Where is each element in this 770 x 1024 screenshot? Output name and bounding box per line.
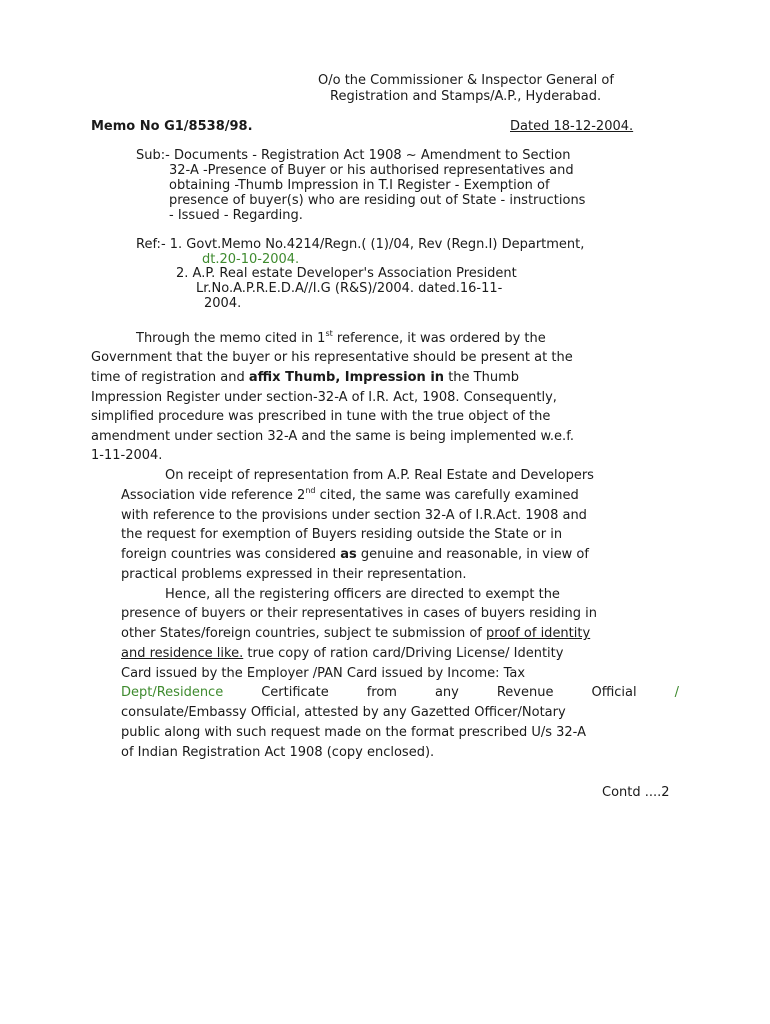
body-line: simplified procedure was prescribed in tune with the true object of the — [91, 409, 551, 424]
body-line: of Indian Registration Act 1908 (copy enclosed). — [121, 745, 435, 760]
office-line-2: Registration and Stamps/A.P., Hyderabad. — [330, 89, 602, 104]
subject-line: Sub:- Documents - Registration Act 1908 ~ Amendment to Section — [136, 148, 571, 163]
memo-number: Memo No G1/8538/98. — [91, 119, 253, 134]
body-line: 1-11-2004. — [91, 448, 163, 463]
body-line: foreign countries was considered as genuine and reasonable, in view of — [121, 547, 589, 562]
body-line: Hence, all the registering officers are directed to exempt the — [165, 587, 560, 602]
body-line: with reference to the provisions under section 32-A of I.R.Act. 1908 and — [121, 508, 587, 523]
reference-line: 2004. — [204, 296, 242, 311]
body-line: amendment under section 32-A and the same is being implemented w.e.f. — [91, 429, 574, 444]
body-line: consulate/Embassy Official, attested by any Gazetted Officer/Notary — [121, 705, 566, 720]
subject-line: presence of buyer(s) who are residing out of State - instructions — [169, 193, 586, 208]
body-line: Card issued by the Employer /PAN Card issued by Income: Tax — [121, 666, 526, 681]
reference-line: Lr.No.A.P.R.E.D.A//I.G (R&S)/2004. dated.16-11- — [196, 281, 503, 296]
body-line: Through the memo cited in 1st reference, it was ordered by the — [136, 329, 546, 346]
body-line: Association vide reference 2nd cited, the same was carefully examined — [121, 486, 579, 503]
body-line: practical problems expressed in their representation. — [121, 567, 467, 582]
body-line: other States/foreign countries, subject te submission of proof of identity — [121, 626, 591, 641]
emphasis-text: affix Thumb, Impression in — [248, 370, 445, 385]
body-line: and residence like. true copy of ration card/Driving License/ Identity — [121, 646, 564, 661]
body-line: Dept/Residence Certificate from any Revenue Official / — [121, 685, 679, 700]
body-line: On receipt of representation from A.P. Real Estate and Developers — [165, 468, 594, 483]
reference-line: Ref:- 1. Govt.Memo No.4214/Regn.( (1)/04, Rev (Regn.I) Department, — [136, 237, 585, 252]
subject-line: 32-A -Presence of Buyer or his authorised representatives and — [169, 163, 574, 178]
body-line: presence of buyers or their representatives in cases of buyers residing in — [121, 606, 597, 621]
body-line: Impression Register under section-32-A of I.R. Act, 1908. Consequently, — [91, 390, 557, 405]
underlined-text: and residence like. — [121, 646, 244, 661]
subject-line: - Issued - Regarding. — [169, 208, 303, 223]
reference-line: 2. A.P. Real estate Developer's Association President — [176, 266, 517, 281]
subject-line: obtaining -Thumb Impression in T.I Register - Exemption of — [169, 178, 550, 193]
continued-marker: Contd ....2 — [602, 785, 670, 800]
reference-line: dt.20-10-2004. — [202, 252, 300, 267]
underlined-text: proof of identity — [485, 626, 591, 641]
body-line: time of registration and affix Thumb, Impression in the Thumb — [91, 370, 519, 385]
body-line: Government that the buyer or his representative should be present at the — [91, 350, 573, 365]
body-line: public along with such request made on the format prescribed U/s 32-A — [121, 725, 586, 740]
memo-date: Dated 18-12-2004. — [510, 119, 634, 134]
office-line-1: O/o the Commissioner & Inspector General of — [318, 73, 614, 88]
body-line: the request for exemption of Buyers residing outside the State or in — [121, 527, 563, 542]
